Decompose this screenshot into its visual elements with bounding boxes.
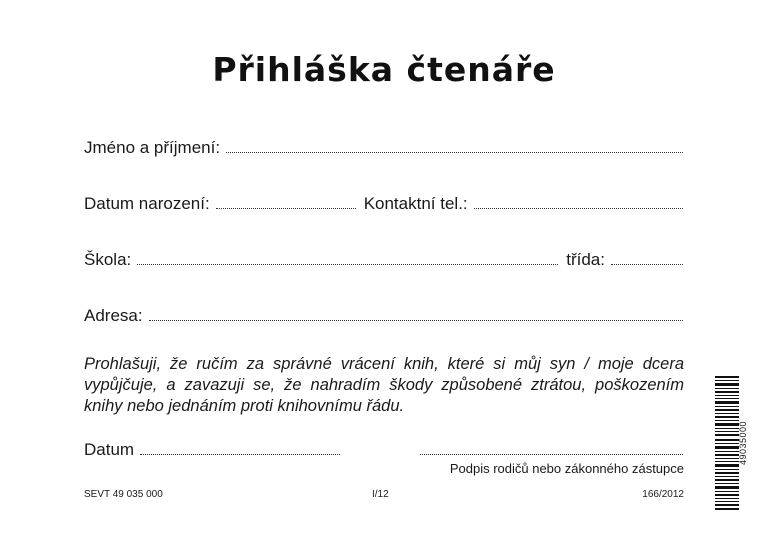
footer-number: 166/2012 [642, 489, 684, 500]
address-label: Adresa: [84, 306, 143, 325]
class-label: třída: [566, 250, 605, 269]
birth-date-fill-line[interactable] [216, 207, 356, 209]
birth-phone-row [84, 194, 683, 214]
school-row [84, 250, 683, 270]
class-fill-line[interactable] [611, 263, 683, 265]
signature-fill-line[interactable] [420, 453, 683, 455]
barcode-number: 49035000 [738, 420, 748, 466]
date-label: Datum [84, 440, 135, 459]
address-field [84, 306, 683, 326]
date-fill-line[interactable] [140, 453, 340, 455]
date-signature-row [84, 440, 683, 460]
school-fill-line[interactable] [137, 263, 558, 265]
address-fill-line[interactable] [149, 319, 683, 321]
name-field [84, 138, 683, 158]
footer-series: I/12 [372, 489, 389, 500]
phone-fill-line[interactable] [474, 207, 683, 209]
barcode-image [715, 376, 739, 510]
footer-code: SEVT 49 035 000 [84, 489, 163, 500]
birth-date-label: Datum narození: [84, 194, 210, 213]
phone-label: Kontaktní tel.: [363, 194, 468, 213]
school-label: Škola: [84, 250, 132, 269]
name-fill-line[interactable] [226, 151, 683, 153]
form-title: Přihláška čtenáře [212, 50, 556, 89]
name-label: Jméno a příjmení: [84, 138, 221, 157]
signature-caption: Podpis rodičů nebo zákonného zástupce [449, 461, 684, 476]
declaration-text: Prohlašuji, že ručím za správné vrácení knih, které si můj syn / moje dcera vypůjčuje, a zavazuji se, že nahradím škody způsobené ztrátou, poškozením knihy nebo jednáním proti knihovnímu řádu. [84, 355, 684, 415]
